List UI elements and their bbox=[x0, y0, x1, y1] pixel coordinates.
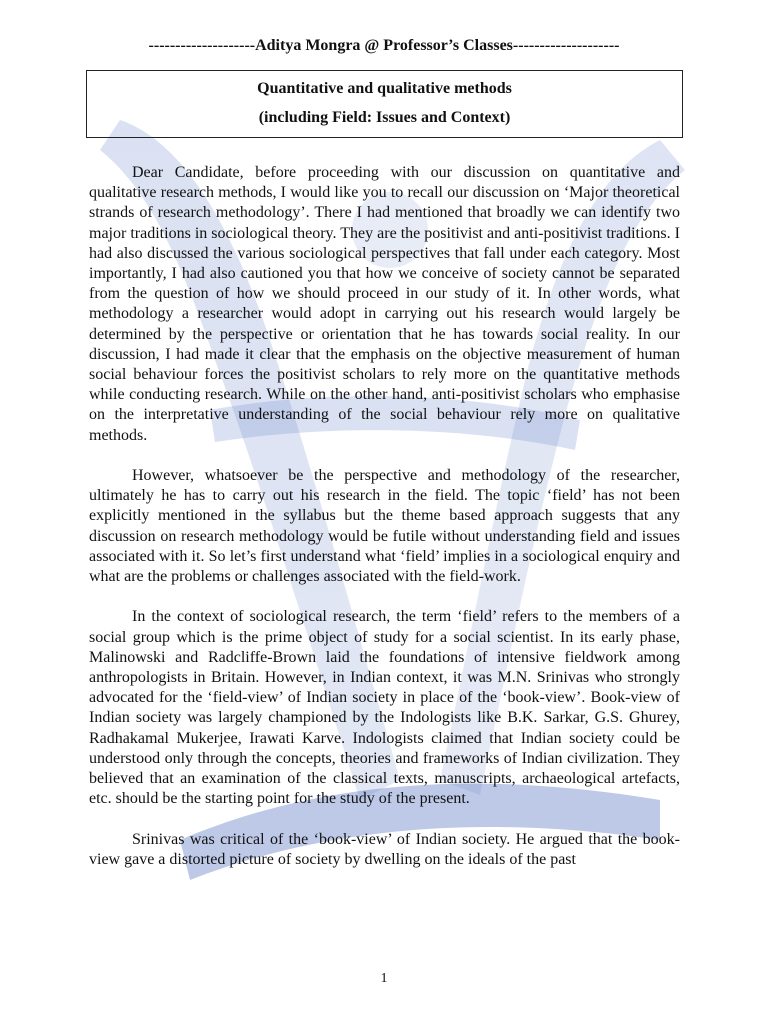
page-number: 1 bbox=[380, 971, 388, 986]
title-line-1: Quantitative and qualitative methods bbox=[257, 80, 512, 97]
paragraph-1: Dear Candidate, before proceeding with our discussion on quantitative and qualitative research methods, I would like you to recall our discussion on ‘Major theoretical strands of research methodology’. There I had mentioned that broadly we can identify two major traditions in sociological theory. They are the positivist and anti-positivist traditions. I had also discussed the various sociological perspectives that fall under each category. Most importantly, I had also cautioned you that how we conceive of society cannot be separated from the question of how we should proceed in our study of it. In other words, what methodology a researcher would adopt in carrying out his research would largely be determined by the perspective or orientation that he has towards social reality. In our discussion, I had made it clear that the emphasis on the objective measurement of human social behaviour forces the positivist scholars to rely more on the quantitative methods while conducting research. While on the other hand, anti-positivist scholars who emphasise on the interpretative understanding of the social behaviour rely more on qualitative methods. bbox=[89, 164, 680, 444]
paragraph-2: However, whatsoever be the perspective and methodology of the researcher, ultimately he has to carry out his research in the field. The topic ‘field’ has not been explicitly mentioned in the syllabus but the theme based approach suggests that any discussion on research methodology would be futile without understanding field and issues associated with it. So let’s first understand what ‘field’ implies in a sociological enquiry and what are the problems or challenges associated with the field-work. bbox=[89, 467, 680, 586]
body-text bbox=[89, 163, 680, 890]
paragraph-4: Srinivas was critical of the ‘book-view’ of Indian society. He argued that the book-view gave a distorted picture of society by dwelling on the ideals of the past bbox=[89, 830, 680, 868]
title-line-2: (including Field: Issues and Context) bbox=[258, 109, 511, 126]
paragraph-3: In the context of sociological research, the term ‘field’ refers to the members of a social group which is the prime object of study for a social scientist. In its early phase, Malinowski and Radcliffe-Brown laid the foundations of intensive fieldwork among anthropologists in Britain. However, in Indian context, it was M.N. Srinivas who strongly advocated for the ‘field-view’ of Indian society in place of the ‘book-view’. Book-view of Indian society was largely championed by the Indologists like B.K. Sarkar, G.S. Ghurey, Radhakamal Mukerjee, Irawati Karve. Indologists claimed that Indian society could be understood only through the concepts, theories and frameworks of Indian civilization. They believed that an examination of the classical texts, manuscripts, archaeological artefacts, etc. should be the starting point for the study of the present. bbox=[89, 608, 680, 808]
title-box bbox=[86, 70, 683, 138]
page-header: --------------------Aditya Mongra @ Professor’s Classes-------------------- bbox=[148, 37, 620, 54]
